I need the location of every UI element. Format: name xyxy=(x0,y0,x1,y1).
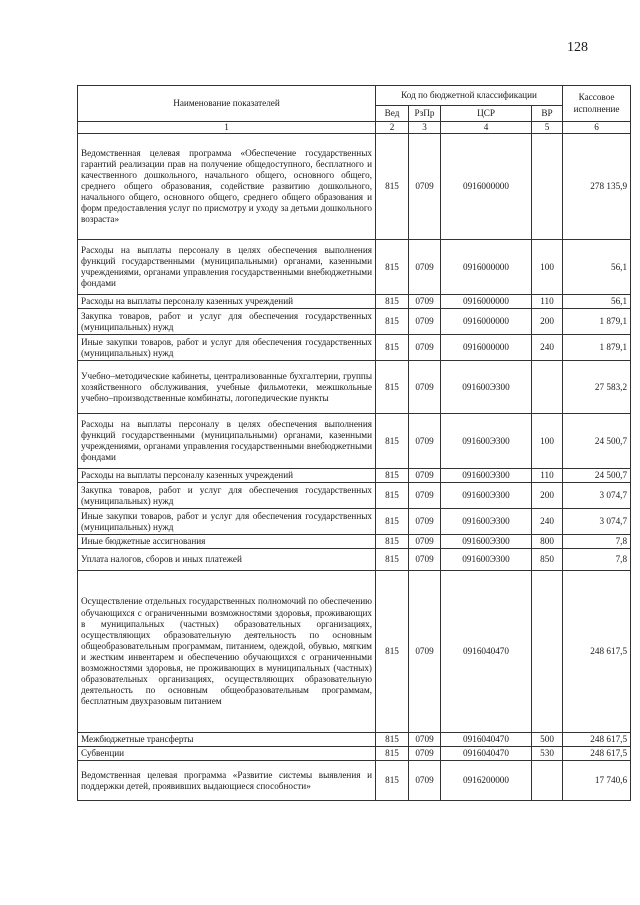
csr-cell: 091600Э300 xyxy=(441,361,532,414)
indicator-name-cell: Уплата налогов, сборов и иных платежей xyxy=(78,549,376,571)
table-row xyxy=(78,509,631,535)
amount-cell: 24 500,7 xyxy=(563,414,631,469)
csr-cell: 091600Э300 xyxy=(441,483,532,509)
rzpr-cell: 0709 xyxy=(409,295,441,309)
rzpr-cell: 0709 xyxy=(409,469,441,483)
vr-cell: 240 xyxy=(532,509,563,535)
indicator-name-cell: Закупка товаров, работ и услуг для обеспечения государственных (муниципальных) нужд xyxy=(78,309,376,335)
indicator-name-cell: Иные закупки товаров, работ и услуг для обеспечения государственных (муниципальных) нужд xyxy=(78,509,376,535)
table-row xyxy=(78,134,631,240)
column-index: 4 xyxy=(441,122,532,134)
vr-cell: 800 xyxy=(532,535,563,549)
csr-cell: 091600Э300 xyxy=(441,469,532,483)
table-row xyxy=(78,309,631,335)
vr-cell: 110 xyxy=(532,295,563,309)
rzpr-cell: 0709 xyxy=(409,483,441,509)
indicator-name-cell: Осуществление отдельных государственных полномочий по обеспечению обучающихся с ограниченными возможностями здоровья, проживающих в муниципальных (частных) образовательных организациях, осуществляющих образовательную деятельность по основным общеобразовательным программам, питанием, одеждой, обувью, мягким и жестким инвентарем и обеспечению обучающихся с ограниченными возможностями здоровья, не проживающих в муниципальных (частных) образовательных организациях, осуществляющих образовательную деятельность по основным общеобразовательным программам, бесплатным двухразовым питанием xyxy=(78,571,376,733)
amount-cell: 3 074,7 xyxy=(563,509,631,535)
table-row xyxy=(78,414,631,469)
column-index: 1 xyxy=(78,122,376,134)
csr-cell: 091600Э300 xyxy=(441,509,532,535)
column-header-rzpr: РзПр xyxy=(409,106,441,122)
ved-cell: 815 xyxy=(376,295,409,309)
amount-cell: 7,8 xyxy=(563,535,631,549)
amount-cell: 17 740,6 xyxy=(563,761,631,801)
rzpr-cell: 0709 xyxy=(409,733,441,747)
table-row xyxy=(78,733,631,747)
table-row xyxy=(78,335,631,361)
table-row xyxy=(78,295,631,309)
column-index: 5 xyxy=(532,122,563,134)
indicator-name-cell: Межбюджетные трансферты xyxy=(78,733,376,747)
csr-cell: 0916000000 xyxy=(441,240,532,295)
column-header-vr: ВР xyxy=(532,106,563,122)
csr-cell: 0916040470 xyxy=(441,747,532,761)
csr-cell: 0916000000 xyxy=(441,134,532,240)
vr-cell: 240 xyxy=(532,335,563,361)
amount-cell: 1 879,1 xyxy=(563,335,631,361)
ved-cell: 815 xyxy=(376,535,409,549)
amount-cell: 1 879,1 xyxy=(563,309,631,335)
column-header-kassa: Кассовое исполнение xyxy=(563,86,631,122)
ved-cell: 815 xyxy=(376,240,409,295)
ved-cell: 815 xyxy=(376,309,409,335)
amount-cell: 248 617,5 xyxy=(563,733,631,747)
indicator-name-cell: Ведомственная целевая программа «Обеспечение государственных гарантий реализации прав на получение общедоступного, бесплатного и качественного дошкольного, начального общего, основного общего, среднего общего образования, содействие развитию дошкольного, начального общего, основного общего, среднего общего образования и форм предоставления услуг по присмотру и уходу за детьми дошкольного возраста» xyxy=(78,134,376,240)
vr-cell: 100 xyxy=(532,240,563,295)
csr-cell: 0916000000 xyxy=(441,295,532,309)
ved-cell: 815 xyxy=(376,761,409,801)
vr-cell xyxy=(532,134,563,240)
amount-cell: 3 074,7 xyxy=(563,483,631,509)
csr-cell: 0916000000 xyxy=(441,335,532,361)
indicator-name-cell: Иные бюджетные ассигнования xyxy=(78,535,376,549)
amount-cell: 7,8 xyxy=(563,549,631,571)
amount-cell: 27 583,2 xyxy=(563,361,631,414)
table-row xyxy=(78,747,631,761)
csr-cell: 091600Э300 xyxy=(441,549,532,571)
amount-cell: 278 135,9 xyxy=(563,134,631,240)
ved-cell: 815 xyxy=(376,549,409,571)
indicator-name-cell: Расходы на выплаты персоналу в целях обеспечения выполнения функций государственными (муниципальными) органами, казенными учреждениями, органами управления государственными внебюджетными фондами xyxy=(78,414,376,469)
indicator-name-cell: Расходы на выплаты персоналу казенных учреждений xyxy=(78,295,376,309)
ved-cell: 815 xyxy=(376,509,409,535)
column-header-csr: ЦСР xyxy=(441,106,532,122)
rzpr-cell: 0709 xyxy=(409,747,441,761)
rzpr-cell: 0709 xyxy=(409,361,441,414)
indicator-name-cell: Закупка товаров, работ и услуг для обеспечения государственных (муниципальных) нужд xyxy=(78,483,376,509)
indicator-name-cell: Учебно–методические кабинеты, централизованные бухгалтерии, группы хозяйственного обслуживания, учебные фильмотеки, межшкольные учебно–производственные комбинаты, логопедические пункты xyxy=(78,361,376,414)
table-row xyxy=(78,483,631,509)
table-row xyxy=(78,571,631,733)
csr-cell: 0916000000 xyxy=(441,309,532,335)
ved-cell: 815 xyxy=(376,414,409,469)
column-header-ved: Вед xyxy=(376,106,409,122)
page-number: 128 xyxy=(567,40,588,55)
amount-cell: 56,1 xyxy=(563,295,631,309)
rzpr-cell: 0709 xyxy=(409,240,441,295)
column-header-code-group: Код по бюджетной классификации xyxy=(376,86,563,106)
csr-cell: 091600Э300 xyxy=(441,535,532,549)
vr-cell: 500 xyxy=(532,733,563,747)
csr-cell: 0916040470 xyxy=(441,733,532,747)
table-row xyxy=(78,549,631,571)
amount-cell: 24 500,7 xyxy=(563,469,631,483)
table-row xyxy=(78,761,631,801)
vr-cell: 200 xyxy=(532,309,563,335)
ved-cell: 815 xyxy=(376,571,409,733)
indicator-name-cell: Субвенции xyxy=(78,747,376,761)
vr-cell: 110 xyxy=(532,469,563,483)
vr-cell xyxy=(532,761,563,801)
vr-cell: 200 xyxy=(532,483,563,509)
ved-cell: 815 xyxy=(376,483,409,509)
indicator-name-cell: Иные закупки товаров, работ и услуг для обеспечения государственных (муниципальных) нужд xyxy=(78,335,376,361)
csr-cell: 0916040470 xyxy=(441,571,532,733)
rzpr-cell: 0709 xyxy=(409,761,441,801)
indicator-name-cell: Ведомственная целевая программа «Развитие системы выявления и поддержки детей, проявивших выдающиеся способности» xyxy=(78,761,376,801)
column-index: 2 xyxy=(376,122,409,134)
ved-cell: 815 xyxy=(376,335,409,361)
rzpr-cell: 0709 xyxy=(409,571,441,733)
ved-cell: 815 xyxy=(376,134,409,240)
vr-cell xyxy=(532,571,563,733)
vr-cell: 850 xyxy=(532,549,563,571)
amount-cell: 248 617,5 xyxy=(563,571,631,733)
vr-cell: 530 xyxy=(532,747,563,761)
indicator-name-cell: Расходы на выплаты персоналу казенных учреждений xyxy=(78,469,376,483)
column-header-name: Наименование показателей xyxy=(78,86,376,122)
ved-cell: 815 xyxy=(376,733,409,747)
table-row xyxy=(78,469,631,483)
rzpr-cell: 0709 xyxy=(409,335,441,361)
csr-cell: 091600Э300 xyxy=(441,414,532,469)
table-row xyxy=(78,240,631,295)
ved-cell: 815 xyxy=(376,747,409,761)
amount-cell: 248 617,5 xyxy=(563,747,631,761)
ved-cell: 815 xyxy=(376,361,409,414)
budget-table xyxy=(77,85,631,801)
column-index: 3 xyxy=(409,122,441,134)
indicator-name-cell: Расходы на выплаты персоналу в целях обеспечения выполнения функций государственными (муниципальными) органами, казенными учреждениями, органами управления государственными внебюджетными фондами xyxy=(78,240,376,295)
table-row xyxy=(78,361,631,414)
rzpr-cell: 0709 xyxy=(409,414,441,469)
column-index: 6 xyxy=(563,122,631,134)
vr-cell: 100 xyxy=(532,414,563,469)
rzpr-cell: 0709 xyxy=(409,309,441,335)
rzpr-cell: 0709 xyxy=(409,535,441,549)
rzpr-cell: 0709 xyxy=(409,134,441,240)
table-row xyxy=(78,535,631,549)
ved-cell: 815 xyxy=(376,469,409,483)
rzpr-cell: 0709 xyxy=(409,549,441,571)
vr-cell xyxy=(532,361,563,414)
rzpr-cell: 0709 xyxy=(409,509,441,535)
amount-cell: 56,1 xyxy=(563,240,631,295)
csr-cell: 0916200000 xyxy=(441,761,532,801)
